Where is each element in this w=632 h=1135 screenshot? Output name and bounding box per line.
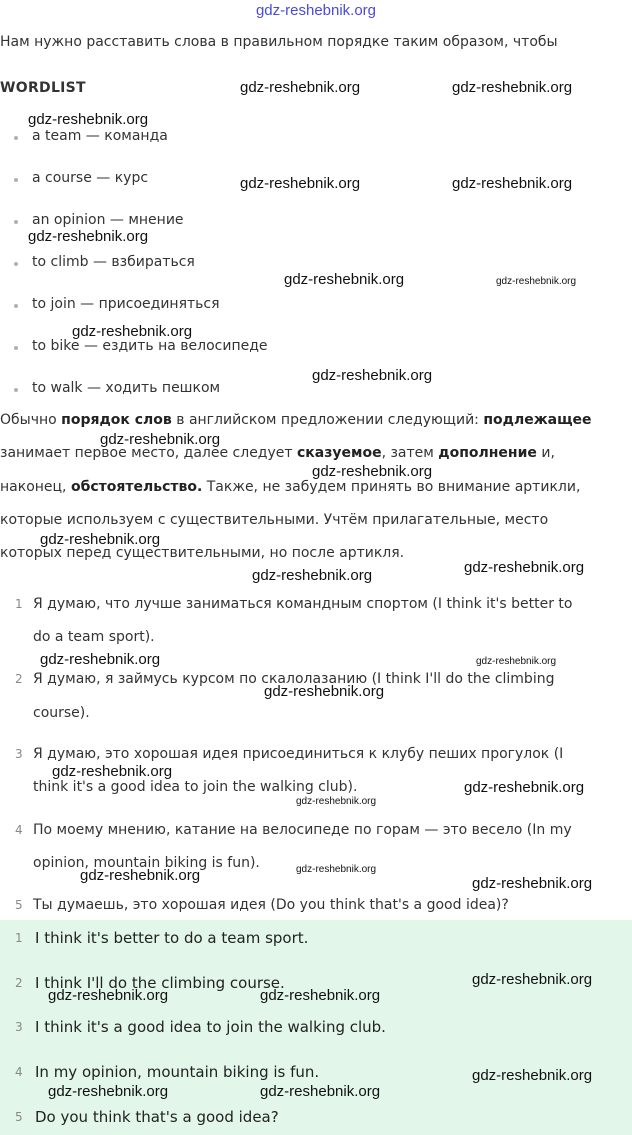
bullet-icon: [14, 220, 18, 224]
answer-text: In my opinion, mountain biking is fun.: [35, 1063, 320, 1081]
question-line: Я думаю, я займусь курсом по скалолазанию (I think I'll do the climbing: [33, 671, 555, 687]
question-line: opinion, mountain biking is fun).: [33, 855, 260, 871]
answer-item: [0, 1108, 632, 1130]
site-header-link[interactable]: gdz-reshebnik.org: [255, 2, 377, 19]
question-line: Я думаю, что лучше заниматься командным спортом (I think it's better to: [33, 596, 573, 612]
explanation-line: наконец, обстоятельство. Также, не забудем принять во внимание артикли,: [0, 479, 581, 495]
bullet-icon: [14, 262, 18, 266]
bullet-icon: [14, 346, 18, 350]
item-number: 1: [15, 597, 23, 611]
watermark: gdz-reshebnik.org: [452, 175, 573, 192]
watermark: gdz-reshebnik.org: [264, 683, 385, 700]
wordlist-item: an opinion — мнение: [14, 212, 184, 228]
answer-text: I think it's a good idea to join the walking club.: [35, 1018, 386, 1036]
watermark: gdz-reshebnik.org: [52, 763, 173, 780]
explanation-line: занимает первое место, далее следует сказуемое, затем дополнение и,: [0, 445, 555, 461]
question-item: [0, 897, 632, 919]
watermark: gdz-reshebnik.org: [496, 276, 577, 287]
watermark: gdz-reshebnik.org: [476, 656, 557, 667]
wordlist-item: to bike — ездить на велосипеде: [14, 338, 268, 354]
watermark: gdz-reshebnik.org: [28, 228, 149, 245]
answer-item: [0, 1018, 632, 1040]
answer-block: [0, 920, 632, 1135]
answer-text: I think it's better to do a team sport.: [35, 929, 309, 947]
explanation-line: которых перед существительными, но после артикля.: [0, 545, 405, 561]
watermark: gdz-reshebnik.org: [40, 651, 161, 668]
wordlist-heading: WORDLIST: [0, 80, 86, 96]
item-number: 2: [15, 672, 23, 686]
watermark: gdz-reshebnik.org: [100, 431, 221, 448]
watermark: gdz-reshebnik.org: [464, 779, 585, 796]
watermark: gdz-reshebnik.org: [464, 559, 585, 576]
wordlist-item: a course — курс: [14, 170, 148, 186]
explanation-line: которые используем с существительными. Учтём прилагательные, место: [0, 512, 549, 528]
watermark: gdz-reshebnik.org: [472, 875, 593, 892]
item-number: 4: [15, 823, 23, 837]
question-line: По моему мнению, катание на велосипеде по горам — это весело (In my: [33, 822, 572, 838]
watermark: gdz-reshebnik.org: [284, 271, 405, 288]
watermark: gdz-reshebnik.org: [260, 987, 381, 1004]
watermark: gdz-reshebnik.org: [260, 1083, 381, 1100]
question-line: think it's a good idea to join the walking club).: [33, 779, 358, 795]
question-line: do a team sport).: [33, 629, 155, 645]
watermark: gdz-reshebnik.org: [48, 987, 169, 1004]
watermark: gdz-reshebnik.org: [452, 79, 573, 96]
watermark: gdz-reshebnik.org: [240, 175, 361, 192]
answer-text: I think I'll do the climbing course.: [35, 974, 285, 992]
watermark: gdz-reshebnik.org: [252, 567, 373, 584]
item-number: 2: [15, 976, 23, 990]
wordlist-item: to join — присоединяться: [14, 296, 220, 312]
answer-text: Do you think that's a good idea?: [35, 1108, 279, 1126]
bullet-icon: [14, 388, 18, 392]
wordlist-item: to climb — взбираться: [14, 254, 195, 270]
watermark: gdz-reshebnik.org: [40, 531, 161, 548]
watermark: gdz-reshebnik.org: [80, 867, 201, 884]
item-number: 5: [15, 1110, 23, 1124]
explanation-line: Обычно порядок слов в английском предложении следующий: подлежащее: [0, 412, 592, 428]
watermark: gdz-reshebnik.org: [312, 463, 433, 480]
bullet-icon: [14, 304, 18, 308]
item-number: 1: [15, 931, 23, 945]
wordlist-item: a team — команда: [14, 128, 168, 144]
watermark: gdz-reshebnik.org: [472, 1067, 593, 1084]
watermark: gdz-reshebnik.org: [240, 79, 361, 96]
question-line: Ты думаешь, это хорошая идея (Do you think that's a good idea)?: [33, 897, 509, 913]
item-number: 3: [15, 1020, 23, 1034]
watermark: gdz-reshebnik.org: [28, 111, 149, 128]
watermark: gdz-reshebnik.org: [296, 864, 377, 875]
watermark: gdz-reshebnik.org: [472, 971, 593, 988]
item-number: 5: [15, 898, 23, 912]
wordlist-item: to walk — ходить пешком: [14, 380, 220, 396]
watermark: gdz-reshebnik.org: [72, 323, 193, 340]
bullet-icon: [14, 178, 18, 182]
answer-item: [0, 929, 632, 951]
bullet-icon: [14, 136, 18, 140]
question-line: course).: [33, 705, 90, 721]
question-line: Я думаю, это хорошая идея присоединиться к клубу пеших прогулок (I: [33, 746, 564, 762]
watermark: gdz-reshebnik.org: [312, 367, 433, 384]
item-number: 3: [15, 747, 23, 761]
item-number: 4: [15, 1065, 23, 1079]
watermark: gdz-reshebnik.org: [48, 1083, 169, 1100]
watermark: gdz-reshebnik.org: [296, 796, 377, 807]
intro-text: Нам нужно расставить слова в правильном порядке таким образом, чтобы: [0, 34, 558, 50]
